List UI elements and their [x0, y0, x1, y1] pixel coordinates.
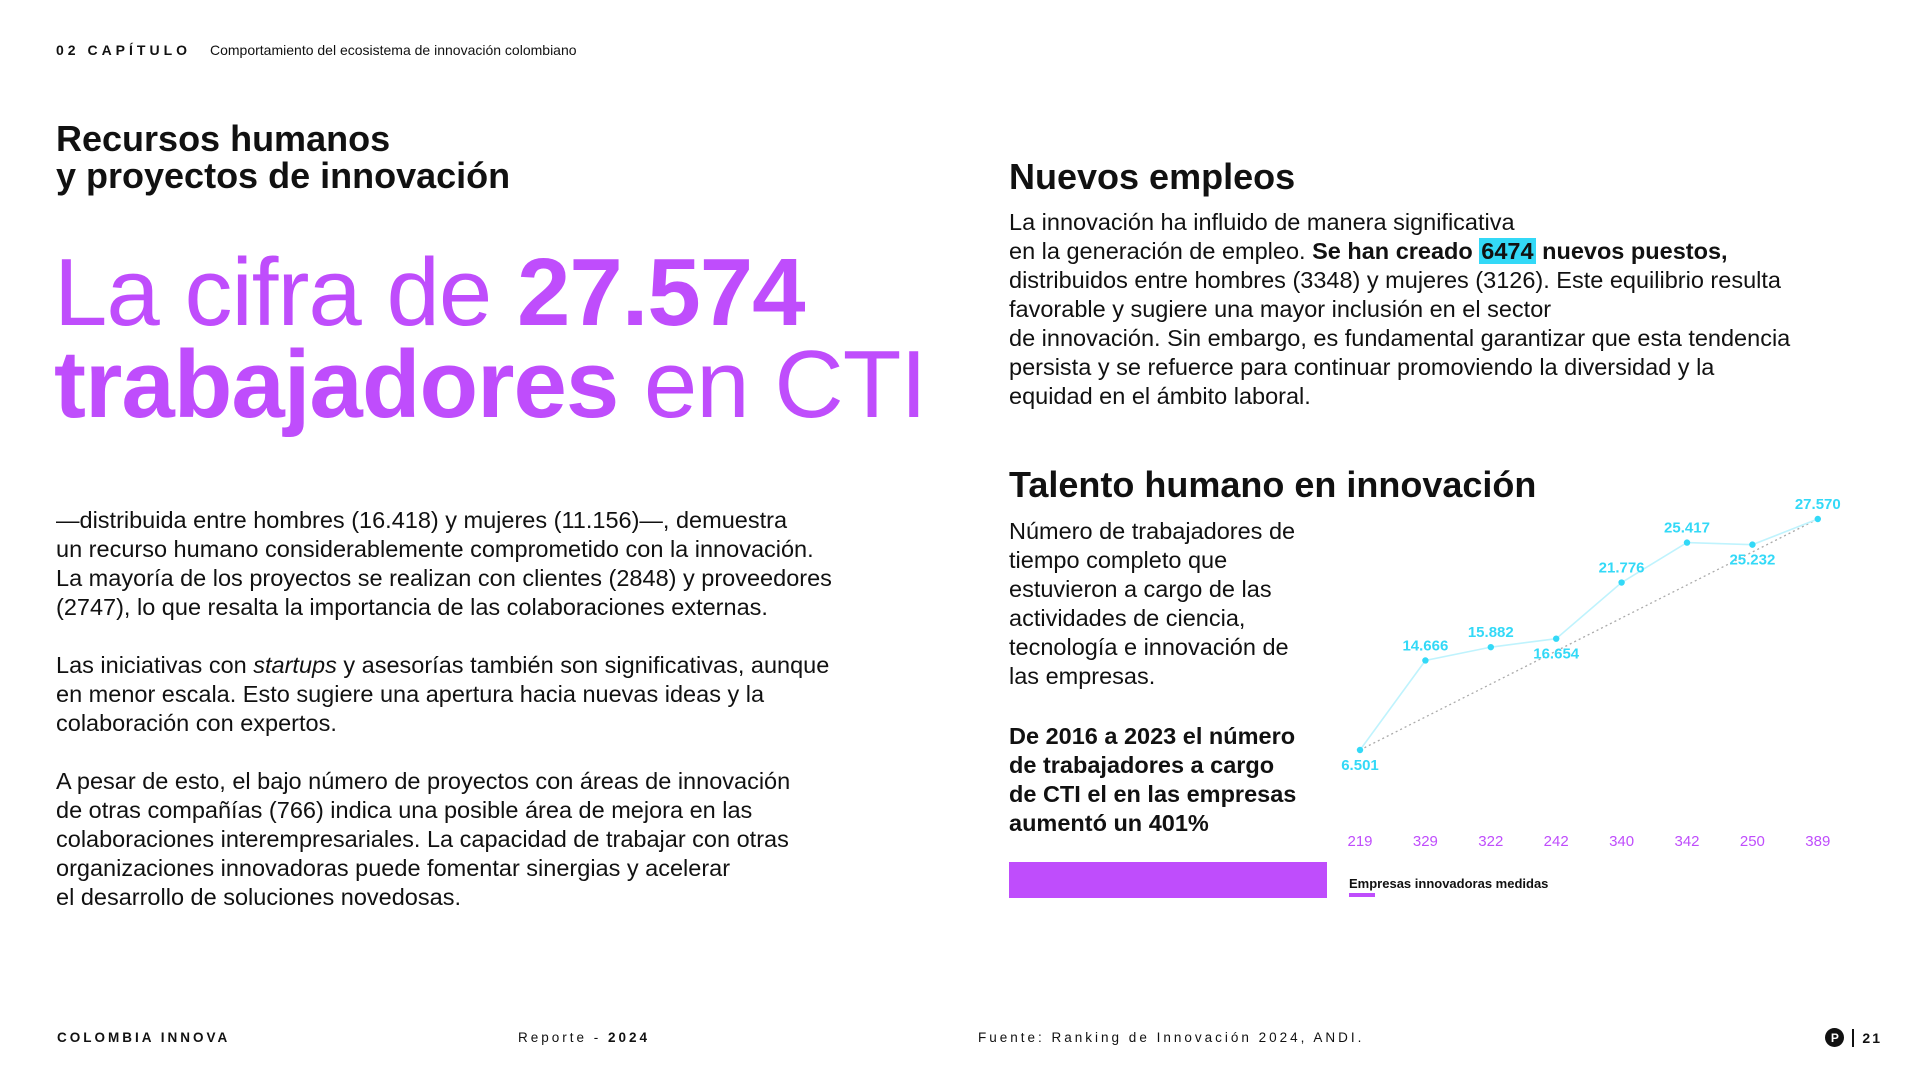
data-point: [1553, 635, 1559, 641]
data-point: [1357, 747, 1363, 753]
talento-highlight: De 2016 a 2023 el número de trabajadores a cargo de CTI el en las empresas aumentó un 401%: [1009, 723, 1297, 836]
legend-swatch: [1349, 893, 1375, 897]
left-body-text: [56, 506, 956, 941]
data-point: [1749, 541, 1755, 547]
highlight-6474: 6474: [1481, 238, 1534, 264]
footer-brand: COLOMBIA INNOVA: [57, 1030, 231, 1045]
footer-source: Fuente: Ranking de Innovación 2024, ANDI.: [978, 1030, 1365, 1045]
secondary-label: 342: [1674, 833, 1700, 850]
footer-divider: [1852, 1029, 1854, 1047]
data-point: [1618, 579, 1624, 585]
secondary-label: 250: [1739, 833, 1765, 850]
purple-accent-bar: [1009, 862, 1327, 898]
data-point: [1422, 657, 1428, 663]
chapter-label: 02 CAPÍTULO: [56, 42, 192, 58]
nuevos-empleos-title: Nuevos empleos: [1009, 156, 1296, 197]
legend-label: Empresas innovadoras medidas: [1349, 876, 1549, 891]
data-label: 27.570: [1794, 496, 1841, 513]
data-label: 6.501: [1341, 757, 1379, 774]
secondary-label: 322: [1478, 833, 1504, 850]
talento-description: Número de trabajadores de tiempo completo que estuvieron a cargo de las actividades de ciencia, tecnología e innovación de las empresas.: [1009, 518, 1296, 689]
data-point: [1684, 539, 1690, 545]
secondary-label: 389: [1805, 833, 1831, 850]
data-point: [1488, 644, 1494, 650]
data-point: [1815, 516, 1821, 522]
paragraph-1: —distribuida entre hombres (16.418) y mujeres (11.156)—, demuestra un recurso humano considerablemente comprometido con la innovación. La mayoría de los proyectos se realizan con clientes (2848) y proveedores (2747), lo que resalta la importancia de las colaboraciones externas.: [56, 507, 832, 620]
secondary-label: 340: [1609, 833, 1635, 850]
data-label: 25.417: [1664, 519, 1710, 537]
talento-title: Talento humano en innovación: [1009, 464, 1537, 505]
paragraph-2: Las iniciativas con startups y asesorías también son significativas, aunque en menor escala. Esto sugiere una apertura hacia nuevas ideas y la colaboración con expertos.: [56, 652, 830, 736]
footer-report: Reporte - 2024: [518, 1030, 651, 1045]
data-label: 16.654: [1533, 645, 1580, 663]
page-number: 21: [1862, 1029, 1882, 1046]
data-label: 14.666: [1402, 637, 1449, 655]
chapter-subtitle: Comportamiento del ecosistema de innovación colombiano: [210, 42, 577, 58]
workers-line-chart: [1330, 495, 1870, 865]
hero-statement: La cifra de 27.574 trabajadores en CTI: [54, 239, 926, 438]
footer-page: [1825, 1028, 1882, 1047]
data-label: 15.882: [1467, 624, 1514, 642]
secondary-label: 329: [1412, 833, 1438, 850]
publisher-logo-icon: P: [1825, 1028, 1844, 1047]
secondary-label: 219: [1347, 833, 1373, 850]
data-label: 25.232: [1729, 551, 1776, 569]
data-label: 21.776: [1598, 559, 1645, 577]
paragraph-3: A pesar de esto, el bajo número de proyectos con áreas de innovación de otras compañías (766) indica una posible área de mejora en las colaboraciones interempresariales. La capacidad de trabajar con otras organizaciones innovadoras puede fomentar sinergias y acelerar el desarrollo de soluciones novedosas.: [56, 768, 791, 910]
section-title: Recursos humanos y proyectos de innovación: [56, 118, 511, 196]
nuevos-empleos-body: La innovación ha influido de manera significativa en la generación de empleo. Se han creado 6474 nuevos puestos, distribuidos entre hombres (3348) y mujeres (3126). Este equilibrio resulta favorable y sugiere una mayor inclusión en el sector de innovación. Sin embargo, es fundamental garantizar que esta tendencia persista y se refuerce para continuar promoviendo la diversidad y la equidad en el ámbito laboral.: [1009, 209, 1791, 409]
secondary-label: 242: [1543, 833, 1569, 850]
